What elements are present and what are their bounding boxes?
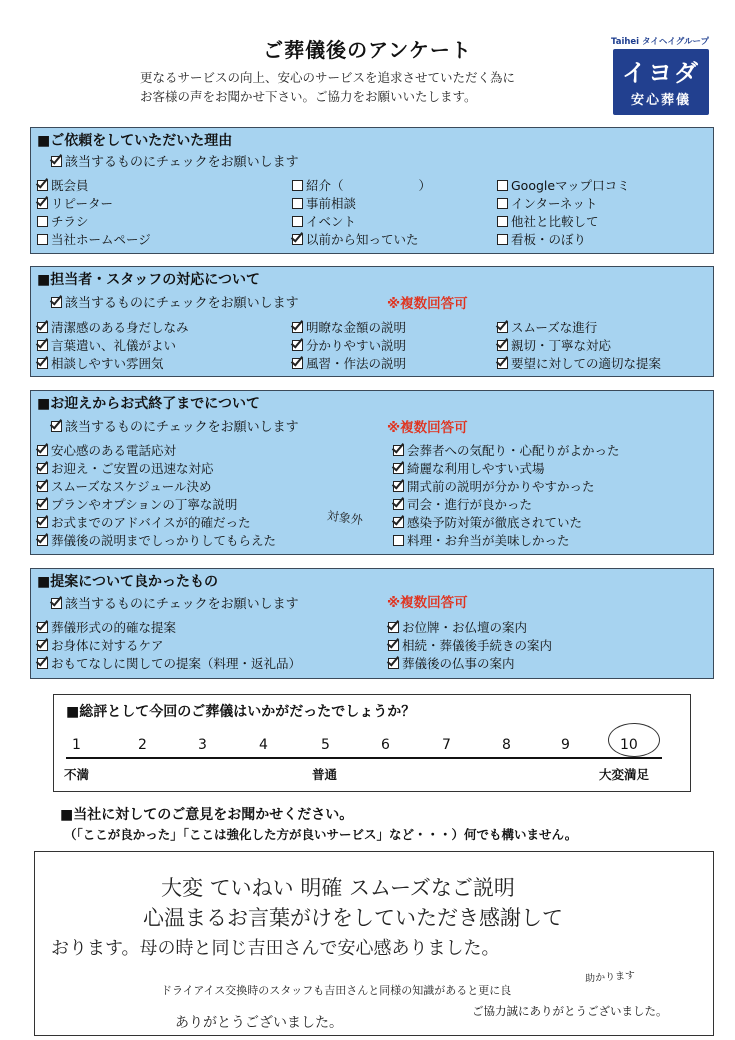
section-title: ■お迎えからお式終了までについて	[37, 396, 260, 412]
rating-number[interactable]: 1	[72, 737, 81, 753]
rating-panel	[53, 694, 691, 792]
checkbox-icon[interactable]	[37, 180, 48, 191]
option-item[interactable]: イベント	[292, 212, 356, 230]
opinion-subtitle: （「ここが良かった」「ここは強化した方が良いサービス」など・・・）何でも構いません。	[64, 827, 578, 842]
option-item[interactable]: 言葉遣い、礼儀がよい	[37, 336, 176, 354]
checkbox-icon[interactable]	[292, 180, 303, 191]
checkbox-icon[interactable]	[37, 216, 48, 227]
option-item[interactable]: 他社と比較して	[497, 212, 599, 230]
checkbox-icon[interactable]	[292, 198, 303, 209]
checkbox-icon[interactable]	[37, 658, 48, 669]
option-item[interactable]: 相続・葬儀後手続きの案内	[388, 636, 552, 654]
section-instruction: 該当するものにチェックをお願いします	[51, 292, 299, 311]
option-item[interactable]: お身体に対するケア	[37, 636, 164, 654]
section-ceremony	[30, 390, 714, 555]
option-item[interactable]: 分かりやすい説明	[292, 336, 406, 354]
option-item[interactable]: 看板・のぼり	[497, 230, 586, 248]
option-item[interactable]: 料理・お弁当が美味しかった	[393, 531, 570, 549]
option-item[interactable]: 安心感のある電話応対	[37, 441, 176, 459]
opinion-title: ■当社に対してのご意見をお聞かせください。	[60, 807, 354, 823]
rating-number[interactable]: 9	[561, 737, 570, 753]
logo-sub: 安心葬儀	[630, 93, 691, 108]
multi-answer-note: ※複数回答可	[387, 595, 468, 611]
option-item[interactable]: 会葬者への気配り・心配りがよかった	[393, 441, 620, 459]
rating-number[interactable]: 4	[259, 737, 268, 753]
intro-line-1: 更なるサービスの向上、安心のサービスを追求させていただく為に	[140, 70, 516, 85]
checkbox-icon[interactable]	[292, 340, 303, 351]
option-item[interactable]: リピーター	[37, 194, 113, 212]
checkbox-icon[interactable]	[497, 322, 508, 333]
checkbox-icon	[51, 598, 62, 609]
option-item[interactable]: 事前相談	[292, 194, 356, 212]
rating-scale-line	[66, 757, 662, 759]
option-item[interactable]: 葬儀形式の的確な提案	[37, 618, 176, 636]
checkbox-icon[interactable]	[37, 198, 48, 209]
checkbox-icon[interactable]	[393, 517, 404, 528]
checkbox-icon[interactable]	[292, 322, 303, 333]
rating-low-label: 不満	[64, 767, 90, 782]
checkbox-icon[interactable]	[292, 358, 303, 369]
section-instruction: 該当するものにチェックをお願いします	[51, 593, 299, 612]
rating-number[interactable]: 6	[381, 737, 390, 753]
option-item[interactable]: 既会員	[37, 176, 89, 194]
checkbox-icon	[51, 156, 62, 167]
option-item[interactable]: Googleマップ口コミ	[497, 176, 630, 194]
option-item[interactable]: お位牌・お仏壇の案内	[388, 618, 527, 636]
checkbox-icon[interactable]	[393, 445, 404, 456]
option-item[interactable]: 葬儀後の仏事の案内	[388, 654, 515, 672]
checkbox-icon[interactable]	[497, 234, 508, 245]
section-instruction: 該当するものにチェックをお願いします	[51, 151, 299, 170]
intro-line-2: お客様の声をお聞かせ下さい。ご協力をお願いいたします。	[140, 89, 477, 104]
section-title: ■提案について良かったもの	[37, 574, 218, 590]
option-item[interactable]: 紹介（ ）	[292, 176, 431, 194]
rating-number[interactable]: 2	[138, 737, 147, 753]
option-item[interactable]: 以前から知っていた	[292, 230, 419, 248]
logo-name: イヨダ	[622, 59, 700, 87]
rating-number[interactable]: 3	[198, 737, 207, 753]
handwriting-line: ありがとうございました。	[175, 1015, 343, 1031]
option-item[interactable]: 当社ホームページ	[37, 230, 151, 248]
page-title: ご葬儀後のアンケート	[263, 38, 472, 62]
checkbox-icon[interactable]	[393, 535, 404, 546]
checkbox-icon[interactable]	[37, 535, 48, 546]
option-item[interactable]: お迎え・ご安置の迅速な対応	[37, 459, 214, 477]
option-item[interactable]: 清潔感のある身だしなみ	[37, 318, 189, 336]
checkbox-icon[interactable]	[37, 340, 48, 351]
multi-answer-note: ※複数回答可	[387, 420, 468, 436]
handwriting-line: 心温まるお言葉がけをしていただき感謝して	[143, 906, 563, 930]
option-item[interactable]: 葬儀後の説明までしっかりしてもらえた	[37, 531, 276, 549]
checkbox-icon[interactable]	[497, 180, 508, 191]
checkbox-icon[interactable]	[37, 640, 48, 651]
option-item[interactable]: 要望に対しての適切な提案	[497, 354, 661, 372]
company-logo	[611, 35, 711, 117]
checkbox-icon[interactable]	[292, 234, 303, 245]
rating-number[interactable]: 10	[620, 737, 638, 753]
rating-number[interactable]: 7	[442, 737, 451, 753]
checkbox-icon[interactable]	[393, 481, 404, 492]
checkbox-icon[interactable]	[37, 234, 48, 245]
option-item[interactable]: 綺麗な利用しやすい式場	[393, 459, 545, 477]
checkbox-icon	[51, 421, 62, 432]
rating-number[interactable]: 5	[321, 737, 330, 753]
option-item[interactable]: インターネット	[497, 194, 597, 212]
handwriting-line: 大変 ていねい 明確 スムーズなご説明	[161, 876, 515, 900]
checkbox-icon[interactable]	[37, 358, 48, 369]
checkbox-icon[interactable]	[388, 640, 399, 651]
section-instruction: 該当するものにチェックをお願いします	[51, 416, 299, 435]
checkbox-icon[interactable]	[388, 622, 399, 633]
option-item[interactable]: おもてなしに関しての提案（料理・返礼品）	[37, 654, 301, 672]
checkbox-icon[interactable]	[497, 340, 508, 351]
rating-selected-circle	[608, 723, 660, 757]
option-item[interactable]: 感染予防対策が徹底されていた	[393, 513, 582, 531]
checkbox-icon[interactable]	[37, 622, 48, 633]
handwriting-line: おります。母の時と同じ吉田さんで安心感ありました。	[51, 938, 500, 959]
option-item[interactable]: 司会・進行が良かった	[393, 495, 532, 513]
rating-high-label: 大変満足	[599, 767, 650, 782]
option-item[interactable]: 開式前の説明が分かりやすかった	[393, 477, 595, 495]
rating-number[interactable]: 8	[502, 737, 511, 753]
checkbox-icon[interactable]	[292, 216, 303, 227]
section-staff	[30, 266, 714, 377]
handwriting-line: ドライアイス交換時のスタッフも吉田さんと同様の知識があると更に良	[161, 984, 512, 997]
option-item[interactable]: スムーズなスケジュール決め	[37, 477, 212, 495]
section-title: ■担当者・スタッフの対応について	[37, 272, 260, 288]
checkbox-icon[interactable]	[37, 517, 48, 528]
thanks-text: ご協力誠にありがとうございました。	[472, 1004, 668, 1018]
option-item[interactable]: 風習・作法の説明	[292, 354, 406, 372]
option-item[interactable]: スムーズな進行	[497, 318, 597, 336]
logo-box	[613, 49, 709, 115]
checkbox-icon[interactable]	[37, 463, 48, 474]
handwritten-note: 対象外	[326, 508, 364, 528]
multi-answer-note: ※複数回答可	[387, 296, 468, 312]
option-item[interactable]: お式までのアドバイスが的確だった	[37, 513, 251, 531]
rating-title: ■総評として今回のご葬儀はいかがだったでしょうか？	[66, 704, 416, 720]
checkbox-icon[interactable]	[37, 322, 48, 333]
checkbox-icon[interactable]	[497, 216, 508, 227]
section-reason	[30, 127, 714, 254]
checkbox-icon[interactable]	[393, 463, 404, 474]
section-title: ■ご依頼をしていただいた理由	[37, 133, 233, 149]
handwriting-line: 助かります	[584, 970, 636, 985]
logo-group-text: Taihei タイヘイグループ	[611, 37, 710, 47]
checkbox-icon[interactable]	[37, 445, 48, 456]
option-item[interactable]: 明瞭な金額の説明	[292, 318, 406, 336]
option-item[interactable]: 親切・丁寧な対応	[497, 336, 611, 354]
intro-text	[140, 68, 515, 106]
checkbox-icon[interactable]	[388, 658, 399, 669]
option-item[interactable]: 相談しやすい雰囲気	[37, 354, 164, 372]
section-proposal	[30, 568, 714, 679]
checkbox-icon[interactable]	[37, 499, 48, 510]
checkbox-icon[interactable]	[393, 499, 404, 510]
checkbox-icon[interactable]	[497, 358, 508, 369]
option-item[interactable]: チラシ	[37, 212, 89, 230]
option-item[interactable]: プランやオプションの丁寧な説明	[37, 495, 237, 513]
checkbox-icon	[51, 297, 62, 308]
checkbox-icon[interactable]	[37, 481, 48, 492]
checkbox-icon[interactable]	[497, 198, 508, 209]
rating-mid-label: 普通	[312, 767, 338, 782]
